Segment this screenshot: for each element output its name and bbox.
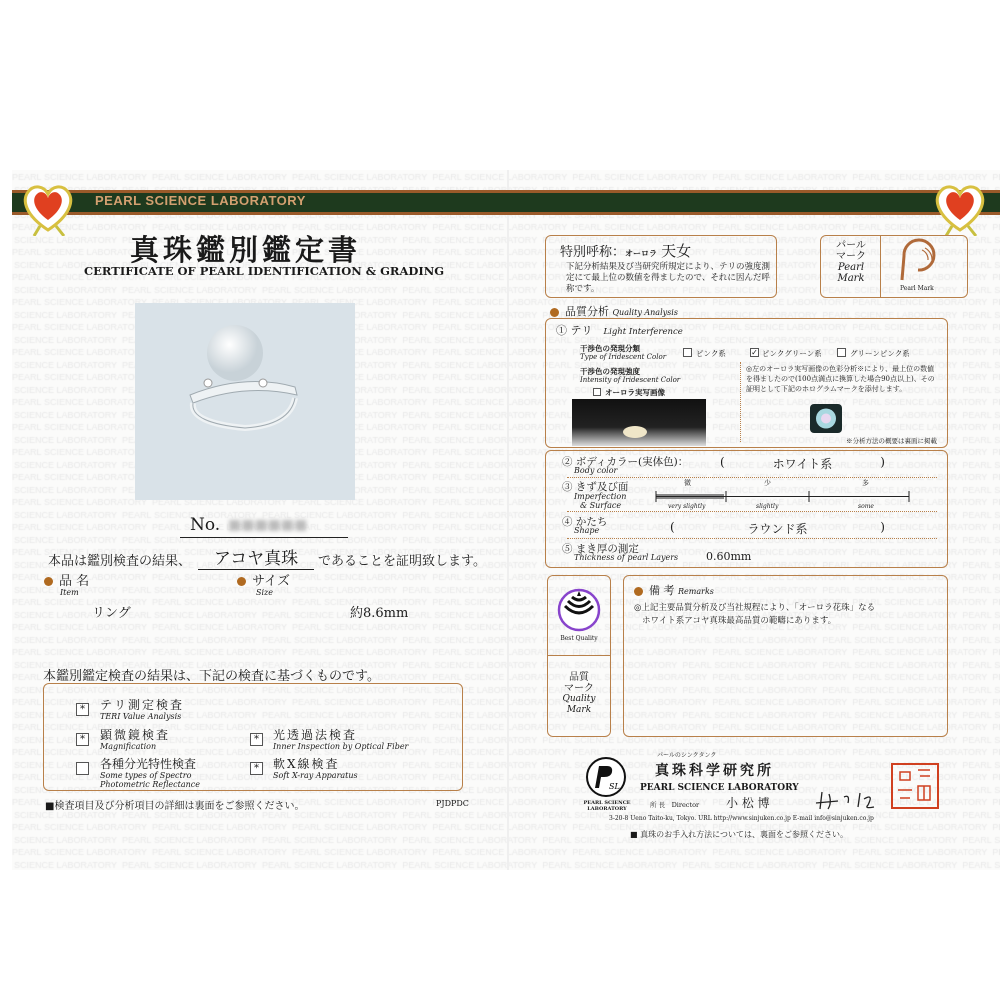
special-name-label: 特別呼称： (560, 245, 626, 260)
color-option-checkbox (683, 348, 692, 357)
quality-heading: 品質分析 (565, 305, 609, 318)
heart-logo-icon (932, 180, 988, 236)
hologram-mark-icon (810, 404, 842, 433)
teri-label: ① テリ (556, 324, 593, 337)
aurora-photo (572, 399, 706, 446)
certificate-title: 真珠鑑別鑑定書 (130, 233, 362, 267)
paren-open: ( (670, 520, 675, 534)
address: 3-20-8 Ueno Taito-ku, Tokyo. URL http://www.sinjuken.co.jp E-mail info@sinjuken.co.jp (609, 815, 874, 822)
heart-logo-icon (20, 180, 76, 236)
shape-label: ④ かたち (562, 516, 608, 528)
certificate-number: ■■■■■■ (228, 517, 308, 533)
bullet-icon (550, 308, 559, 317)
scale-label-en: slightly (756, 503, 779, 510)
item-value: リング (92, 606, 131, 621)
thickness-value: 0.60mm (706, 550, 752, 563)
row-divider (567, 538, 937, 539)
aurora-photo-checkbox (593, 388, 601, 396)
color-option-checkbox: ✓ (751, 348, 758, 357)
imperfection-scale (654, 490, 912, 503)
color-option-checkbox (837, 348, 846, 357)
red-seal-stamp (890, 762, 940, 810)
thickness-label: ⑤ まき厚の測定 (562, 543, 639, 555)
scale-label: 微 (684, 479, 691, 487)
teri-divider (740, 362, 741, 442)
director-signature (814, 789, 884, 811)
item-label-en: Item (60, 588, 79, 597)
method-note: ※分析方法の概要は裏面に掲載 (846, 437, 937, 445)
inspection-label: テリ測定検査 (100, 698, 185, 712)
special-name-note: 下記分析結果及び当研究所規定により、テリの強度測定にて最上位の数値を得ましたので、それに因んだ呼称です。 (566, 262, 771, 294)
psl-logo-letters: SL (609, 782, 620, 791)
number-label: No. (190, 515, 221, 535)
bullet-icon (44, 577, 53, 586)
logo-caption: PEARL SCIENCE (583, 800, 631, 806)
inspection-label: 各種分光特性検査 (100, 757, 197, 771)
intensity-label: 干渉色の発現強度 (580, 367, 640, 376)
iridescent-type-label: 干渉色の発現分類 (580, 344, 640, 353)
bullet-icon (237, 577, 246, 586)
imperfection-label-en: Imperfection (574, 492, 627, 501)
psl-logo-icon (585, 756, 627, 798)
org-name-ja: 真珠科学研究所 (655, 763, 774, 779)
quality-mark-label: 品質 (569, 672, 589, 683)
inspection-checkbox: * (76, 733, 89, 746)
size-label: サイズ (252, 574, 290, 589)
best-quality-logo-icon (557, 588, 601, 632)
inspection-label-en: TERI Value Analysis (100, 712, 182, 721)
pearl-mark-label: マーク (836, 251, 866, 262)
scale-label-en: very slightly (668, 503, 706, 510)
center-fold (507, 170, 509, 870)
inspection-label-en: Some types of Spectro (100, 771, 192, 780)
inspection-checkbox: * (250, 762, 263, 775)
director-name: 小 松 博 (726, 796, 770, 810)
paren-close: ) (880, 455, 885, 469)
inspection-checkbox (76, 762, 89, 775)
scale-label: 多 (862, 479, 869, 487)
aurora-photo-label: オーロラ実写画像 (605, 388, 665, 397)
inspection-label-en: Inner Inspection by Optical Fiber (273, 742, 409, 751)
director-label: 所 長 Director (650, 801, 700, 809)
thickness-label-en: Thickness of pearl Layers (574, 553, 679, 562)
care-note: ■ 真珠のお手入れ方法については、裏面をご参照ください。 (630, 830, 848, 839)
bullet-icon (634, 587, 643, 596)
hologram-note: ◎左のオーロラ実写画像の色彩分析※により、最上位の数値を得ましたので(100点満点に換算した場合90点以上)、その証明として下記のホログラムマークを添付します。 (746, 365, 935, 393)
pearl-mark-logo-text: Pearl Mark (900, 285, 934, 292)
quality-heading-en: Quality Analysis (612, 308, 678, 317)
imperfection-label-en: & Surface (580, 501, 622, 510)
intensity-label-en: Intensity of Iridescent Color (580, 376, 681, 384)
inspection-label-en: Magnification (100, 742, 157, 751)
inspection-checkbox: * (76, 703, 89, 716)
color-option-label: ピンク系 (696, 349, 726, 358)
color-option-label: グリーンピンク系 (850, 349, 910, 358)
number-underline (180, 537, 348, 538)
inspection-label-en: Photometric Reflectance (100, 780, 200, 789)
inspection-label: 顕微鏡検査 (100, 728, 171, 742)
pearl-type: アコヤ真珠 (198, 544, 314, 570)
remarks-box (623, 575, 948, 737)
pearl-mark-label-en: Pearl (837, 262, 865, 273)
inspection-label: 光透過法検査 (273, 728, 358, 742)
org-name-en: PEARL SCIENCE LABORATORY (640, 783, 799, 793)
special-name-prefix: オーロラ (625, 248, 658, 258)
pearl-mark-label: パール (836, 240, 866, 251)
teri-label-en: Light Interference (603, 327, 683, 337)
certify-prefix: 本品は鑑別検査の結果、 (48, 554, 192, 569)
shape-label-en: Shape (574, 526, 600, 535)
pearl-mark-label-en: Mark (837, 273, 865, 284)
iridescent-type-label-en: Type of Iridescent Color (580, 353, 667, 361)
imperfection-label: ③ きず及び面 (562, 481, 629, 493)
inspection-heading: 本鑑別鑑定検査の結果は、下記の検査に基づくものです。 (43, 669, 380, 684)
body-color-label-en: Body color (574, 466, 618, 475)
best-quality-text: Best Quality (560, 635, 598, 642)
pearl-mark-logo-icon (890, 238, 950, 282)
special-name-value: 天女 (661, 242, 692, 260)
item-label: 品 名 (59, 574, 90, 589)
size-value: 約8.6mm (350, 606, 409, 621)
document-code: PJDPDC (436, 799, 469, 808)
row-divider (567, 477, 937, 478)
body-color-label: ② ボディカラー(実体色)： (562, 456, 689, 468)
quality-mark-label: マーク (564, 683, 594, 694)
color-option-label: ピンクグリーン系 (762, 349, 822, 358)
inspection-label: 軟X線検査 (273, 757, 340, 771)
certify-suffix: であることを証明致します。 (318, 554, 486, 569)
remarks-text: ホワイト系アコヤ真珠最高品質の範疇にあります。 (642, 616, 837, 626)
inspection-checkbox: * (250, 733, 263, 746)
remarks-text: ◎上記主要品質分析及び当社規程により、「オーロラ花珠」なる (634, 603, 876, 613)
row-divider (567, 511, 937, 512)
quality-mark-label-en: Quality (562, 694, 596, 704)
body-color-value: ホワイト系 (772, 457, 833, 471)
size-label-en: Size (256, 588, 273, 597)
pearl-mark-divider (880, 236, 881, 297)
inspection-label-en: Soft X-ray Apparatus (273, 771, 358, 780)
quality-mark-divider (548, 655, 610, 656)
scale-label-en: some (858, 503, 874, 510)
pearl-ring-photo (135, 303, 355, 500)
inspection-footnote: ■検査項目及び分析項目の詳細は裏面をご参照ください。 (45, 801, 305, 812)
certificate-subtitle: CERTIFICATE OF PEARL IDENTIFICATION & GRADING (84, 264, 445, 278)
remarks-label: 備 考 (649, 584, 675, 597)
tagline: パールのシンクタンク (657, 752, 717, 759)
quality-mark-label-en: Mark (566, 705, 592, 715)
header-band-text: PEARL SCIENCE LABORATORY (95, 193, 306, 208)
remarks-label-en: Remarks (678, 587, 714, 596)
scale-label: 少 (764, 479, 771, 487)
paren-open: ( (720, 455, 725, 469)
shape-value: ラウンド系 (747, 522, 808, 536)
paren-close: ) (880, 520, 885, 534)
logo-caption: LABORATORY (587, 806, 627, 812)
